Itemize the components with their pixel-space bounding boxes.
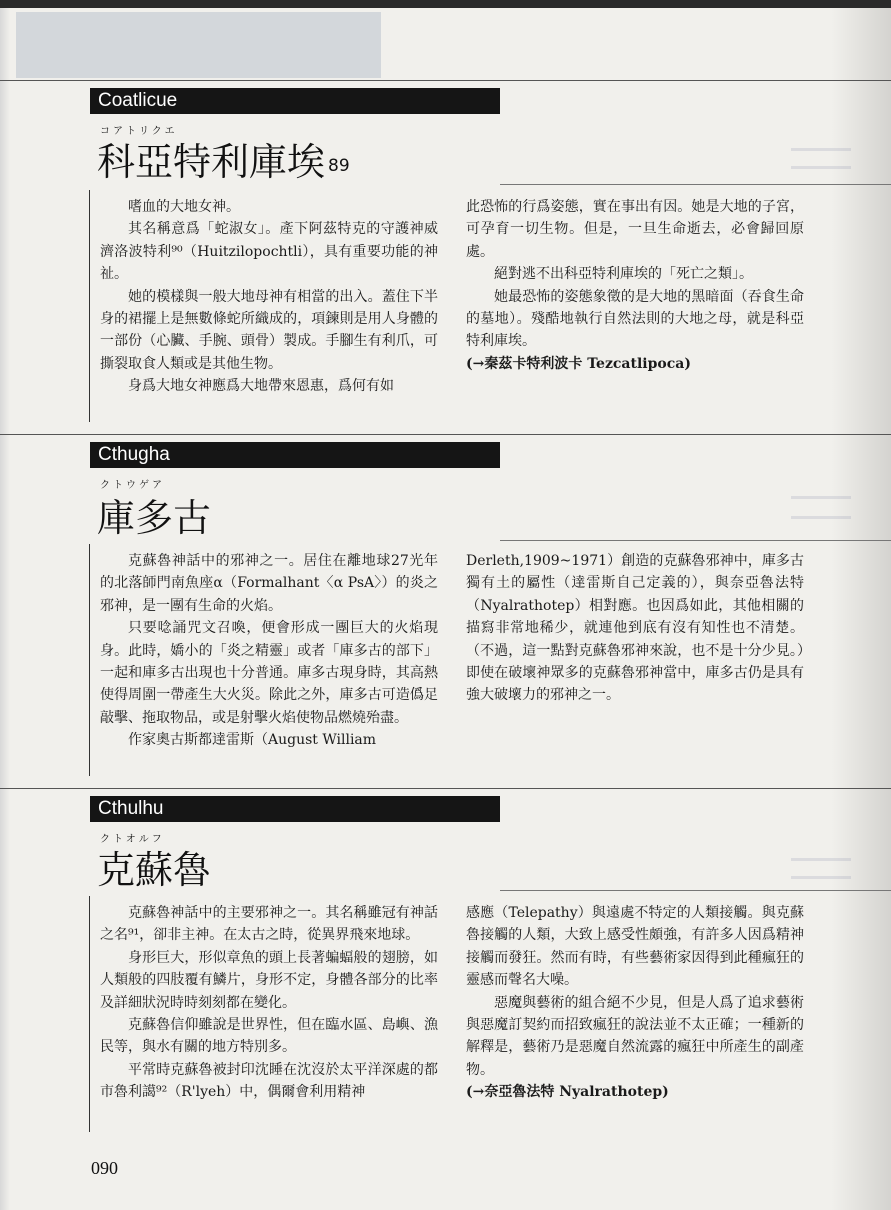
bleed-mark [791, 496, 851, 499]
paragraph: 平常時克蘇魯被封印沈睡在沈沒於太平洋深處的都市魯利譪⁹²（R'lyeh）中，偶爾會利用精神 [100, 1061, 438, 1101]
book-page [0, 8, 891, 1210]
entry-header-band: Cthugha [90, 442, 500, 468]
column-rule [89, 896, 90, 1132]
page-number: 090 [91, 1158, 118, 1178]
paragraph: 嗜血的大地女神。 [128, 199, 240, 215]
section-rule [0, 434, 891, 435]
paragraph: 絕對逃不出科亞特利庫埃的「死亡之類」。 [494, 266, 753, 283]
paragraph: 只要唸誦咒文召喚，便會形成一團巨大的火焰現身。此時，嬌小的「炎之精靈」或者「庫多古的部下」一起和庫多古出現也十分普通。庫多古現身時，其高熱使得周圍一帶產生大火災。除此之外，庫多古可造僞足敲擊、拖取物品，或是射擊火焰使物品燃燒殆盡。 [100, 620, 438, 726]
entry-header-band: Coatlicue [90, 88, 500, 114]
entry-kana: クトウゲア [100, 480, 165, 491]
paragraph: Derleth,1909~1971）創造的克蘇魯邪神中，庫多古獨有土的屬性（達雷斯自己定義的），與奈亞魯法特（Nyalrathotep）相對應。也因爲如此，其他相關的描寫非常地稀少，就連他到底有沒有知性也不清楚。（不過，這一點對克蘇魯邪神來說，也不是十分少見。）即使在破壞神眾多的克蘇魯邪神當中，庫多古仍是具有強大破壞力的邪神之一。 [466, 553, 804, 704]
page-shadow [831, 8, 891, 1210]
bleed-mark [791, 148, 851, 151]
column-rule [89, 190, 90, 422]
paragraph: 感應（Telepathy）與遠處不特定的人類接觸。與克蘇魯接觸的人類，大致上感受性頗強，有許多人因爲精神接觸而發狂。然而有時，有些藝術家因得到此種瘋狂的靈感而聲名大噪。 [466, 905, 804, 989]
paragraph: 身形巨大，形似章魚的頭上長著蝙蝠般的翅膀，如人類般的四肢覆有鱗片，身形不定，身體各部分的比率及詳細狀況時時刻刻都在變化。 [100, 949, 438, 1011]
paragraph: 其名稱意爲「蛇淑女」。產下阿茲特克的守護神威濟洛波特利⁹⁰（Huitzilopochtli），具有重要功能的神祉。 [100, 221, 438, 283]
entry-title: 克蘇魯 [97, 848, 212, 892]
top-image-block [16, 12, 381, 78]
entry-left-column [100, 902, 438, 1104]
paragraph: 克蘇魯神話中的邪神之一。居住在離地球27光年的北落師門南魚座α（Formalhant〈α PsA〉）的炎之邪神，是一團有生命的火焰。 [100, 553, 438, 614]
bleed-mark [791, 876, 851, 879]
entry-right-column [466, 902, 804, 1104]
bleed-mark [791, 858, 851, 861]
entry-title [97, 142, 350, 182]
header-rule [500, 890, 891, 891]
paragraph: 她最恐怖的姿態象徵的是大地的黑暗面（吞食生命的墓地）。殘酷地執行自然法則的大地之母，就是科亞特利庫埃。 [466, 288, 804, 350]
paragraph: 她的模樣與一般大地母神有相當的出入。蓋住下半身的裙擺上是無數條蛇所織成的，項鍊則是用人身體的一部份（心臟、手腕、頭骨）製成。手腳生有利爪，可撕裂取食人類或是其他生物。 [100, 288, 438, 372]
footnote-marker: 89 [328, 156, 350, 176]
entry-left-column [100, 196, 438, 398]
entry-header-band: Cthulhu [90, 796, 500, 822]
paragraph: 克蘇魯神話中的主要邪神之一。其名稱雖冠有神話之名⁹¹，卻非主神。在太古之時，從異界飛來地球。 [100, 905, 438, 944]
entry-kana: コアトリクエ [100, 126, 178, 137]
entry-kana: クトオルフ [100, 834, 165, 845]
paragraph: 惡魔與藝術的組合絕不少見，但是人爲了追求藝術與惡魔訂契約而招致瘋狂的說法並不太正確；一種新的解釋是，藝術乃是惡魔自然流露的瘋狂中所產生的副產物。 [466, 994, 804, 1078]
section-rule [0, 80, 891, 81]
paragraph: 克蘇魯信仰雖說是世界性，但在臨水區、島嶼、漁民等，與水有關的地方特別多。 [100, 1017, 438, 1056]
header-rule [500, 540, 891, 541]
entry-right-column [466, 550, 804, 707]
bleed-mark [791, 166, 851, 169]
entry-right-column [466, 196, 804, 375]
entry-title-text: 科亞特利庫埃 [97, 140, 326, 184]
header-rule [500, 184, 891, 185]
bleed-mark [791, 516, 851, 519]
cross-reference: (→奈亞魯法特 Nyalrathotep) [466, 1084, 669, 1101]
entry-title: 庫多古 [97, 496, 212, 540]
paragraph: 此恐怖的行爲姿態，實在事出有因。她是大地的子宮，可孕育一切生物。但是，一旦生命逝去，必會歸回原處。 [466, 199, 804, 260]
paragraph: 身爲大地女神應爲大地帶來恩惠，爲何有如 [128, 378, 394, 395]
cross-reference: (→秦茲卡特利波卡 Tezcatlipoca) [466, 355, 691, 372]
entry-left-column [100, 550, 438, 752]
section-rule [0, 788, 891, 789]
column-rule [89, 544, 90, 776]
paragraph: 作家奧古斯都達雷斯（August William [128, 732, 377, 749]
page-gutter [0, 8, 10, 1210]
